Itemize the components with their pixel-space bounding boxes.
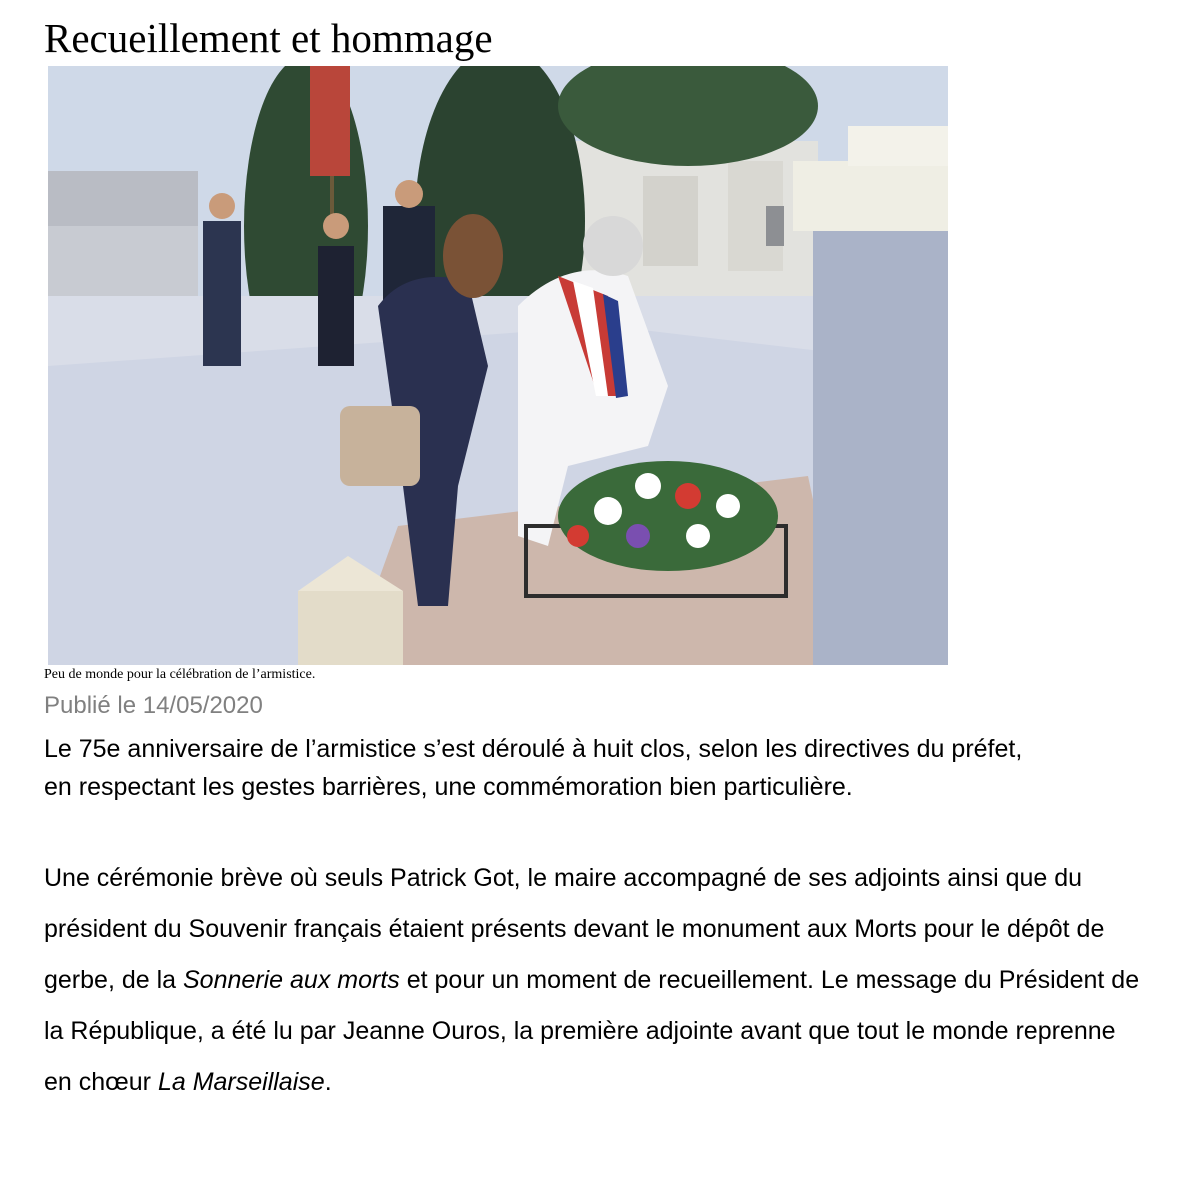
ceremony-illustration bbox=[48, 66, 948, 665]
body-text-1: Une cérémonie brève où seuls Patrick Got, le maire accompagné de ses adjoints ainsi que du président du Souvenir français étaient présents devant le monument aux Morts pour le dépôt de gerbe, de la bbox=[44, 864, 1105, 994]
photo-wreath bbox=[558, 461, 778, 571]
photo-flag bbox=[310, 66, 350, 176]
publish-date: Publié le 14/05/2020 bbox=[44, 692, 263, 719]
article-body bbox=[44, 853, 1144, 1108]
article-lead: Le 75e anniversaire de l’armistice s’est déroulé à huit clos, selon les directives du préfet, en respectant les gestes barrières, une commémoration bien particulière. bbox=[44, 735, 1023, 801]
photo-official-1 bbox=[203, 221, 241, 366]
photo-stone-post bbox=[298, 591, 403, 665]
body-emphasis-2: La Marseillaise bbox=[157, 1068, 325, 1096]
article-title: Recueillement et hommage bbox=[44, 15, 493, 61]
photo-caption: Peu de monde pour la célébration de l’armistice. bbox=[44, 667, 316, 682]
body-text-2: et pour un moment de recueillement. Le message du Président de la République, a été lu par Jeanne Ouros, la première adjointe avant que tout le monde reprenne en chœur bbox=[44, 966, 1140, 1096]
article-photo bbox=[48, 66, 948, 665]
photo-handbag bbox=[340, 406, 420, 486]
photo-monument bbox=[813, 226, 948, 665]
body-emphasis-1: Sonnerie aux morts bbox=[183, 966, 400, 994]
body-text-3: . bbox=[324, 1068, 332, 1096]
photo-official-2 bbox=[318, 246, 354, 366]
